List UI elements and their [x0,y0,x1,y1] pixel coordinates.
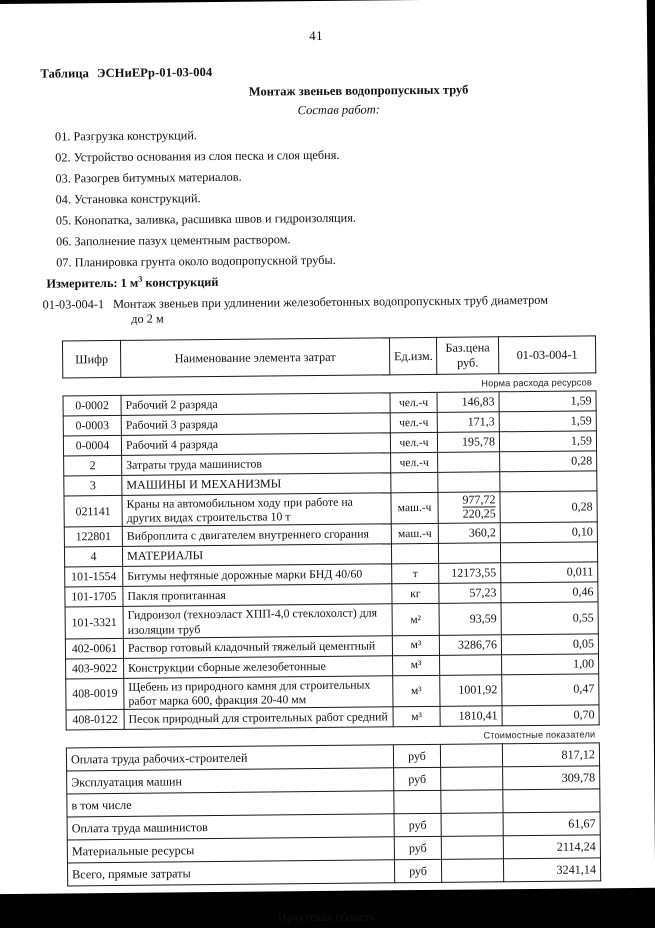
row-name: Раствор готовый кладочный тяжелый цементный [123,636,392,659]
row-name: Рабочий 2 разряда [121,393,390,416]
band-spacer [390,374,437,392]
row-norm: 0,10 [500,522,597,543]
row-code: 101-3321 [65,607,123,639]
section-title: МАШИНЫ И МЕХАНИЗМЫ [122,473,391,496]
table-code: ЭСНиЕРр-01-03-004 [96,65,213,81]
row-unit: м² [392,604,439,636]
list-item: 04. Установка конструкций. [55,191,201,207]
list-item: 07. Планировка грунта около водопропускной трубы. [56,252,336,270]
row-norm: 0,011 [501,562,598,583]
summary-unit: руб [394,813,441,836]
cost-table [62,335,601,886]
row-code: 408-0122 [66,709,124,730]
row-norm [500,471,597,492]
row-unit: кг [392,584,439,604]
item-description-line1: Монтаж звеньев при удлинении железобетонных водопропускных труб диаметром [113,292,549,311]
band-spacer [66,729,124,748]
header-column-code: 01-03-004-1 [498,336,595,374]
table-row [65,602,598,638]
summary-label: Оплата труда машинистов [67,814,394,840]
row-code: 0-0003 [63,415,121,436]
row-price: 171,3 [437,412,499,433]
header-price-line1: Баз.цена [445,340,490,355]
row-code: 101-1705 [65,587,123,608]
row-norm [500,542,597,563]
row-norm: 1,00 [502,654,599,675]
row-unit: маш.-ч [391,524,438,544]
row-name-text: Краны на автомобильном ходу при работе на других видах строительства 10 т [126,494,353,526]
region-footer: Иркутская область [277,909,376,925]
summary-label: Эксплуатация машин [67,768,394,794]
row-unit: чел.-ч [390,412,437,432]
summary-price-blank [441,813,503,837]
summary-unit: руб [394,767,441,790]
row-norm: 1,59 [499,431,596,452]
summary-price-blank [440,744,502,768]
row-name-text: Щебень из природного камня для строительных работ марка 600, фракция 20-40 мм [128,677,371,708]
row-name [123,604,392,638]
row-price: 1001,92 [440,675,502,707]
summary-value: 2114,24 [503,835,600,859]
section-title: МАТЕРИАЛЫ [122,544,391,567]
row-code: 101-1554 [65,567,123,588]
row-unit: м³ [392,635,439,655]
row-name: Битумы нефтяные дорожные марки БНД 40/60 [123,564,392,587]
row-unit: м³ [393,655,440,675]
table-code-line [40,61,596,81]
summary-value: 61,67 [503,812,600,836]
row-name: Рабочий 4 разряда [121,433,390,456]
summary-label: Материальные ресурсы [67,837,394,863]
summary-label: в том числе [67,791,394,817]
list-item: 06. Заполнение пазух цементным раствором. [55,232,291,249]
table-header-row [62,336,595,378]
row-unit: чел.-ч [391,452,438,472]
row-code: 0-0004 [63,435,121,456]
measure-label: Измеритель: [46,275,118,291]
summary-label: Оплата труда рабочих-строителей [66,745,393,771]
table-row [64,491,597,528]
row-norm: 0,70 [502,705,599,726]
item-line [43,292,599,327]
table-row [66,674,599,710]
band-cost-label: Стоимостные показатели [440,725,599,745]
row-price [438,472,500,493]
row-code: 021141 [64,495,122,527]
table-label: Таблица [40,66,90,81]
row-unit: маш.-ч [391,492,438,524]
row-unit: чел.-ч [390,432,437,452]
row-name: Рабочий 3 разряда [121,413,390,436]
section-number: 3 [64,475,122,496]
summary-price-blank [441,859,503,883]
row-price-numerator: 977,72 [462,492,496,507]
section-number: 4 [64,547,122,568]
header-unit: Ед.изм. [389,337,436,374]
measure-line [42,271,598,291]
measure-value: 1 $м^3$ конструкций [120,274,219,290]
row-unit: м³ [393,706,440,726]
list-item: 03. Разогрев битумных материалов. [55,169,242,186]
row-price [438,543,500,564]
row-name: Песок природный для строительных работ средний [124,707,393,730]
summary-value: 309,78 [503,766,600,790]
row-unit: т [392,564,439,584]
row-name [122,493,391,527]
row-name [124,676,393,710]
row-price: 3286,76 [439,635,501,656]
row-code: 402-0061 [65,638,123,659]
row-norm: 0,28 [500,491,597,523]
works-composition-label: Состав работ: [297,102,380,118]
row-code: 122801 [64,527,122,548]
row-price: 146,83 [437,392,499,413]
row-price [438,452,500,473]
row-norm: 1,59 [499,391,596,412]
row-name: Конструкции сборные железобетонные [124,656,393,679]
row-price: 195,78 [437,432,499,453]
row-name-text: Гидроизол (техноэласт ХПП-4,0 стеклохолст) для изоляции труб [127,605,378,637]
summary-unit: руб [394,859,441,882]
list-item: 02. Устройство основания из слоя песка и слоя щебня. [55,147,340,165]
row-unit [391,544,438,564]
row-price: 12173,55 [439,563,501,584]
row-unit: чел.-ч [390,392,437,412]
row-name: Пакля пропитанная [123,584,392,607]
summary-row [67,858,600,886]
summary-unit: руб [393,744,440,767]
list-item: 01. Разгрузка конструкций. [54,128,198,144]
header-price [436,337,498,375]
summary-unit [394,790,441,813]
row-price-denominator: 220,25 [462,506,496,522]
row-price: 93,59 [439,603,501,635]
row-price [440,655,502,676]
row-price: 57,23 [439,583,501,604]
row-norm: 0,55 [501,602,598,634]
band-spacer [63,377,121,396]
row-norm: 0,28 [500,451,597,472]
summary-price-blank [441,767,503,791]
summary-value: 817,12 [502,743,599,767]
item-description [113,292,599,327]
row-price-fraction [438,492,500,524]
page-number: 41 [309,27,323,44]
row-norm: 0,05 [501,634,598,655]
header-name: Наименование элемента затрат [120,338,389,378]
row-name: Виброплита с двигателем внутреннего сгорания [122,524,391,547]
summary-label: Всего, прямые затраты [67,860,394,886]
item-description-line2: до 2 м [131,311,164,326]
row-unit: м³ [393,675,440,707]
row-code: 403-9022 [66,658,124,679]
row-name: Затраты труда машинистов [122,453,391,476]
summary-value [503,789,600,813]
summary-value: 3241,14 [503,858,600,882]
header-price-line2: руб. [457,355,479,370]
band-spacer [393,726,440,744]
row-unit [391,472,438,492]
row-norm: 0,47 [502,674,599,706]
row-code: 2 [64,455,122,476]
band-resources-label: Норма расхода ресурсов [437,373,596,393]
summary-unit: руб [394,836,441,859]
list-item: 05. Конопатка, заливка, расшивка швов и гидроизоляция. [55,210,356,228]
row-norm: 0,46 [501,582,598,603]
summary-price-blank [441,790,503,814]
row-price: 1810,41 [440,706,502,727]
works-list [41,124,598,270]
row-code: 0-0002 [63,395,121,416]
row-norm: 1,59 [499,411,596,432]
summary-price-blank [441,836,503,860]
row-price: 360,2 [438,523,500,544]
header-code: Шифр [62,340,120,378]
document-title: Монтаж звеньев водопропускных труб [248,82,469,99]
item-code: 01-03-004-1 [42,297,105,312]
row-code: 408-0019 [66,678,124,710]
